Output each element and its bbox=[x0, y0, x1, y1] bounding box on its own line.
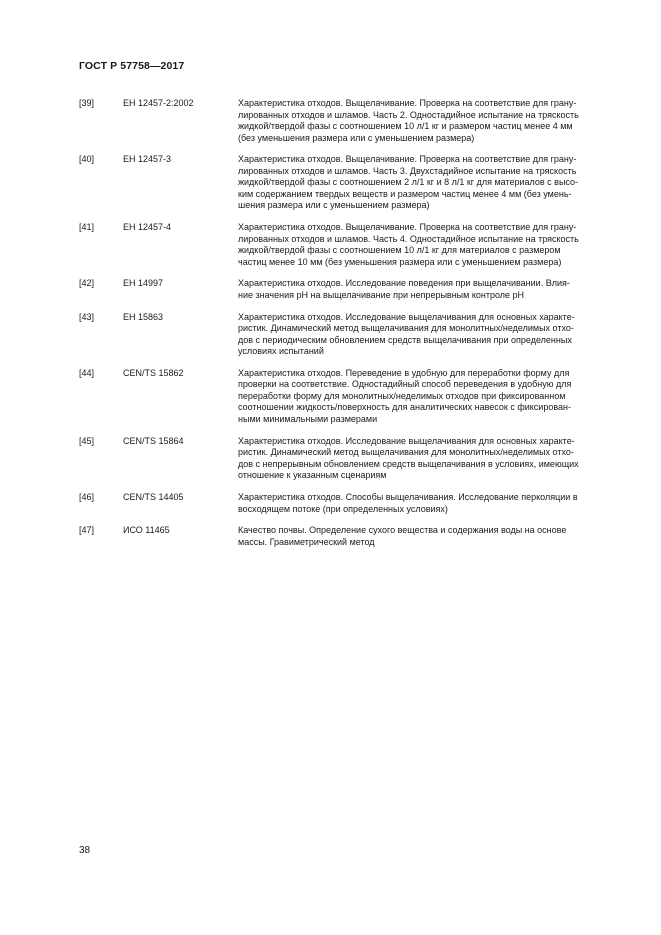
reference-code: ЕН 12457-3 bbox=[123, 154, 172, 165]
reference-code: CEN/TS 15862 bbox=[123, 367, 184, 378]
reference-title bbox=[238, 278, 615, 301]
reference-title-line: Характеристика отходов. Выщелачивание. Проверка на соответствие для грану- bbox=[238, 222, 577, 233]
reference-title-line: отношение к указанным сценариям bbox=[238, 470, 387, 481]
reference-title bbox=[238, 492, 615, 515]
page-header-standard: ГОСТ Р 57758—2017 bbox=[79, 60, 185, 72]
reference-title-line: жидкой/твердой фазы с соотношением 10 л/1 кг для материалов с размером bbox=[238, 245, 561, 256]
reference-item bbox=[79, 98, 615, 144]
reference-title bbox=[238, 154, 615, 212]
reference-number: [43] bbox=[79, 311, 95, 322]
reference-number: [46] bbox=[79, 492, 95, 503]
reference-title-line: ными минимальными размерами bbox=[238, 413, 378, 424]
reference-title-line: Характеристика отходов. Переведение в удобную для переработки форму для bbox=[238, 367, 570, 378]
reference-title-line: Качество почвы. Определение сухого вещества и содержания воды на основе bbox=[238, 525, 567, 536]
reference-title-line: жидкой/твердой фазы с соотношением 2 л/1 кг и 8 л/1 кг для материалов с высо- bbox=[238, 177, 579, 188]
reference-code: CEN/TS 15864 bbox=[123, 435, 184, 446]
reference-title-line: Характеристика отходов. Исследование поведения при выщелачивании. Влия- bbox=[238, 278, 570, 289]
reference-title-line: ким содержанием твердых веществ и размером частиц менее 4 мм (без умень- bbox=[238, 188, 572, 199]
reference-title-line: (без уменьшения размера или с уменьшением размера) bbox=[238, 132, 475, 143]
reference-title-line: Характеристика отходов. Способы выщелачивания. Исследование перколяции в bbox=[238, 492, 578, 503]
page-number: 38 bbox=[79, 845, 91, 856]
reference-code: ИСО 11465 bbox=[123, 525, 170, 536]
reference-number: [42] bbox=[79, 278, 95, 289]
reference-title-line: Характеристика отходов. Выщелачивание. Проверка на соответствие для грану- bbox=[238, 154, 577, 165]
reference-title bbox=[238, 222, 615, 268]
reference-code: ЕН 12457-2:2002 bbox=[123, 98, 194, 108]
reference-title-line: ние значения pH на выщелачивание при непрерывным контроле pH bbox=[238, 289, 525, 300]
reference-title-line: переработки форму для монолитных/неделимых отходов при фиксированном bbox=[238, 390, 566, 401]
reference-title-line: Характеристика отходов. Исследование выщелачивания для основных характе- bbox=[238, 435, 575, 446]
reference-title-line: шения размера или с уменьшением размера) bbox=[238, 200, 430, 211]
reference-title-line: массы. Гравиметрический метод bbox=[238, 536, 375, 547]
reference-code: ЕН 12457-4 bbox=[123, 222, 172, 233]
reference-item bbox=[79, 278, 615, 301]
references-list bbox=[79, 98, 615, 559]
reference-title-line: ристик. Динамический метод выщелачивания для монолитных/неделимых отхо- bbox=[238, 323, 574, 334]
reference-title-line: дов с непрерывным обновлением средств выщелачивания в условиях, имеющих bbox=[238, 458, 579, 469]
reference-title-line: условиях испытаний bbox=[238, 346, 324, 357]
reference-number: [41] bbox=[79, 222, 95, 233]
reference-title-line: восходящем потоке (при определенных условиях) bbox=[238, 503, 448, 514]
reference-title bbox=[238, 436, 615, 482]
reference-item bbox=[79, 312, 615, 358]
reference-title-line: ристик. Динамический метод выщелачивания для монолитных/неделимых отхо- bbox=[238, 447, 574, 458]
reference-number: [40] bbox=[79, 154, 95, 165]
reference-title-line: жидкой/твердой фазы с соотношением 10 л/1 кг и размером частиц менее 4 мм bbox=[238, 121, 573, 131]
reference-title-line: соотношении жидкость/поверхность для аналитических навесок с фиксирован- bbox=[238, 402, 571, 413]
reference-item bbox=[79, 436, 615, 482]
reference-item bbox=[79, 492, 615, 515]
reference-code: ЕН 15863 bbox=[123, 311, 164, 322]
reference-item bbox=[79, 525, 615, 548]
reference-number: [47] bbox=[79, 525, 95, 536]
reference-title-line: лированных отходов и шламов. Часть 4. Одностадийное испытание на тряскость bbox=[238, 233, 579, 244]
reference-title-line: лированных отходов и шламов. Часть 2. Одностадийное испытание на тряскость bbox=[238, 109, 579, 120]
reference-code: CEN/TS 14405 bbox=[123, 492, 184, 503]
reference-number: [39] bbox=[79, 98, 95, 108]
reference-title-line: проверки на соответствие. Одностадийный способ переведения в удобную для bbox=[238, 379, 572, 390]
reference-title-line: дов с периодическим обновлением средств выщелачивания при определенных bbox=[238, 334, 572, 345]
reference-title bbox=[238, 312, 615, 358]
reference-title-line: Характеристика отходов. Выщелачивание. Проверка на соответствие для грану- bbox=[238, 98, 577, 108]
reference-number: [45] bbox=[79, 435, 95, 446]
reference-item bbox=[79, 154, 615, 212]
reference-title-line: частиц менее 10 мм (без уменьшения размера или с уменьшением размера) bbox=[238, 256, 562, 267]
reference-item bbox=[79, 368, 615, 426]
reference-number: [44] bbox=[79, 367, 95, 378]
reference-title bbox=[238, 98, 615, 144]
reference-title-line: Характеристика отходов. Исследование выщелачивания для основных характе- bbox=[238, 311, 575, 322]
reference-item bbox=[79, 222, 615, 268]
reference-code: ЕН 14997 bbox=[123, 278, 164, 289]
reference-title-line: лированных отходов и шламов. Часть 3. Двухстадийное испытание на тряскость bbox=[238, 165, 577, 176]
reference-title bbox=[238, 525, 615, 548]
reference-title bbox=[238, 368, 615, 426]
